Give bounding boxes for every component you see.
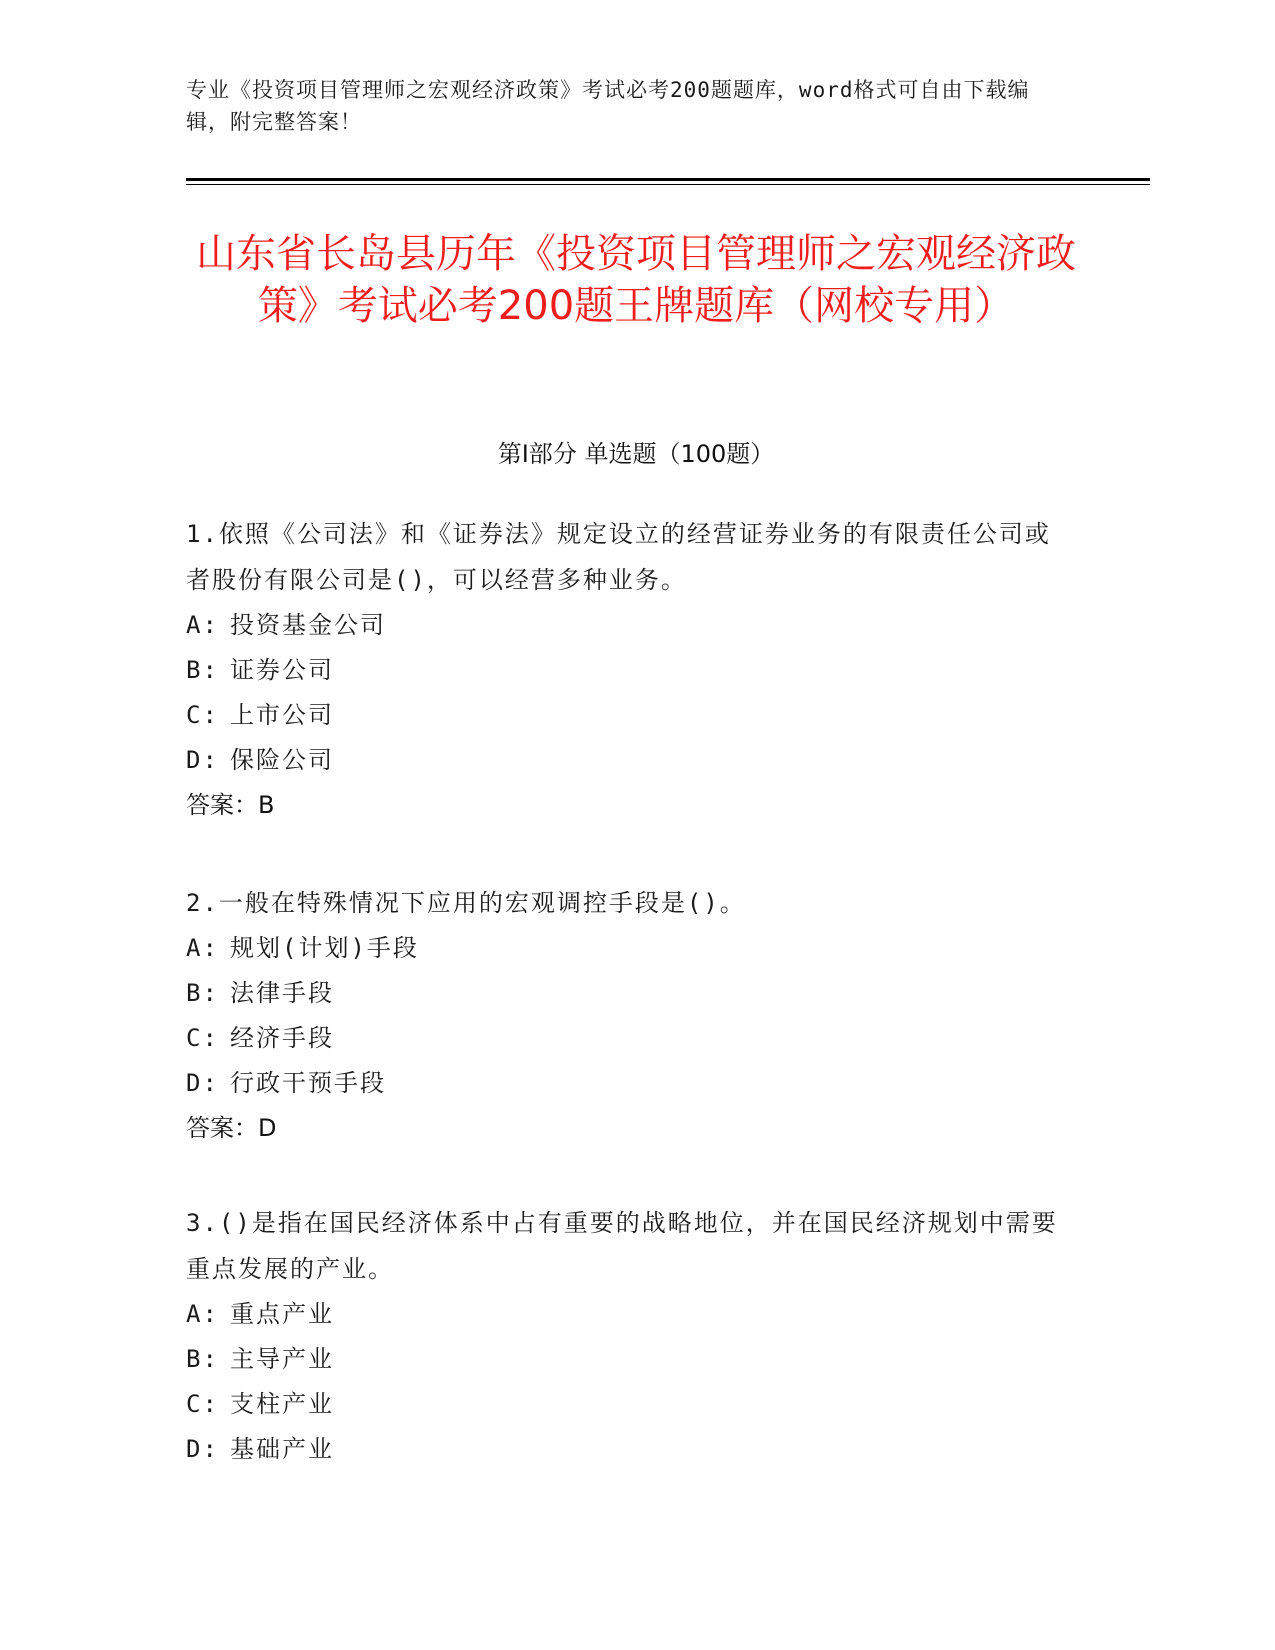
question-3: [186, 1200, 1066, 1472]
option-letter: B:: [186, 1345, 219, 1373]
option-letter: D:: [186, 746, 219, 774]
option-letter: A:: [186, 934, 219, 962]
option-text: 证券公司: [230, 656, 334, 684]
option-letter: D:: [186, 1435, 219, 1463]
option-text: 经济手段: [230, 1024, 334, 1052]
option-text: 基础产业: [230, 1435, 334, 1463]
section-title: 第I部分 单选题（100题）: [497, 440, 775, 468]
answer: 答案：B: [186, 791, 275, 819]
option-text: 行政干预手段: [230, 1069, 386, 1097]
option-letter: C:: [186, 1390, 219, 1418]
header-rule-thick: [186, 178, 1150, 181]
question-stem: 3.()是指在国民经济体系中占有重要的战略地位，并在国民经济规划中需要重点发展的产业。: [186, 1209, 1058, 1283]
option-d: [186, 738, 1066, 783]
option-c: [186, 693, 1066, 738]
option-text: 上市公司: [230, 701, 334, 729]
question-1: [186, 511, 1066, 828]
option-letter: D:: [186, 1069, 219, 1097]
option-text: 投资基金公司: [230, 611, 386, 639]
option-a: [186, 1292, 1066, 1337]
option-d: [186, 1427, 1066, 1472]
header-note: 专业《投资项目管理师之宏观经济政策》考试必考200题题库，word格式可自由下载编辑，附完整答案！: [186, 78, 1030, 134]
question-stem: 2.一般在特殊情况下应用的宏观调控手段是()。: [186, 889, 746, 917]
option-text: 主导产业: [230, 1345, 334, 1373]
header-rule-thin: [186, 184, 1150, 185]
option-text: 保险公司: [230, 746, 334, 774]
option-b: [186, 648, 1066, 693]
option-c: [186, 1016, 1066, 1061]
option-letter: B:: [186, 979, 219, 1007]
option-letter: B:: [186, 656, 219, 684]
option-d: [186, 1061, 1066, 1106]
option-text: 支柱产业: [230, 1390, 334, 1418]
question-2: [186, 880, 1066, 1151]
option-letter: A:: [186, 1300, 219, 1328]
answer: 答案：D: [186, 1114, 277, 1142]
option-b: [186, 1337, 1066, 1382]
option-a: [186, 926, 1066, 971]
question-stem: 1.依照《公司法》和《证券法》规定设立的经营证券业务的有限责任公司或者股份有限公司是()，可以经营多种业务。: [186, 520, 1051, 594]
option-text: 重点产业: [230, 1300, 334, 1328]
option-b: [186, 971, 1066, 1016]
document-title: 山东省长岛县历年《投资项目管理师之宏观经济政策》考试必考200题王牌题库（网校专用）: [196, 231, 1076, 329]
option-letter: C:: [186, 1024, 219, 1052]
option-a: [186, 603, 1066, 648]
option-text: 法律手段: [230, 979, 334, 1007]
option-letter: A:: [186, 611, 219, 639]
option-text: 规划(计划)手段: [230, 934, 419, 962]
option-c: [186, 1382, 1066, 1427]
option-letter: C:: [186, 701, 219, 729]
